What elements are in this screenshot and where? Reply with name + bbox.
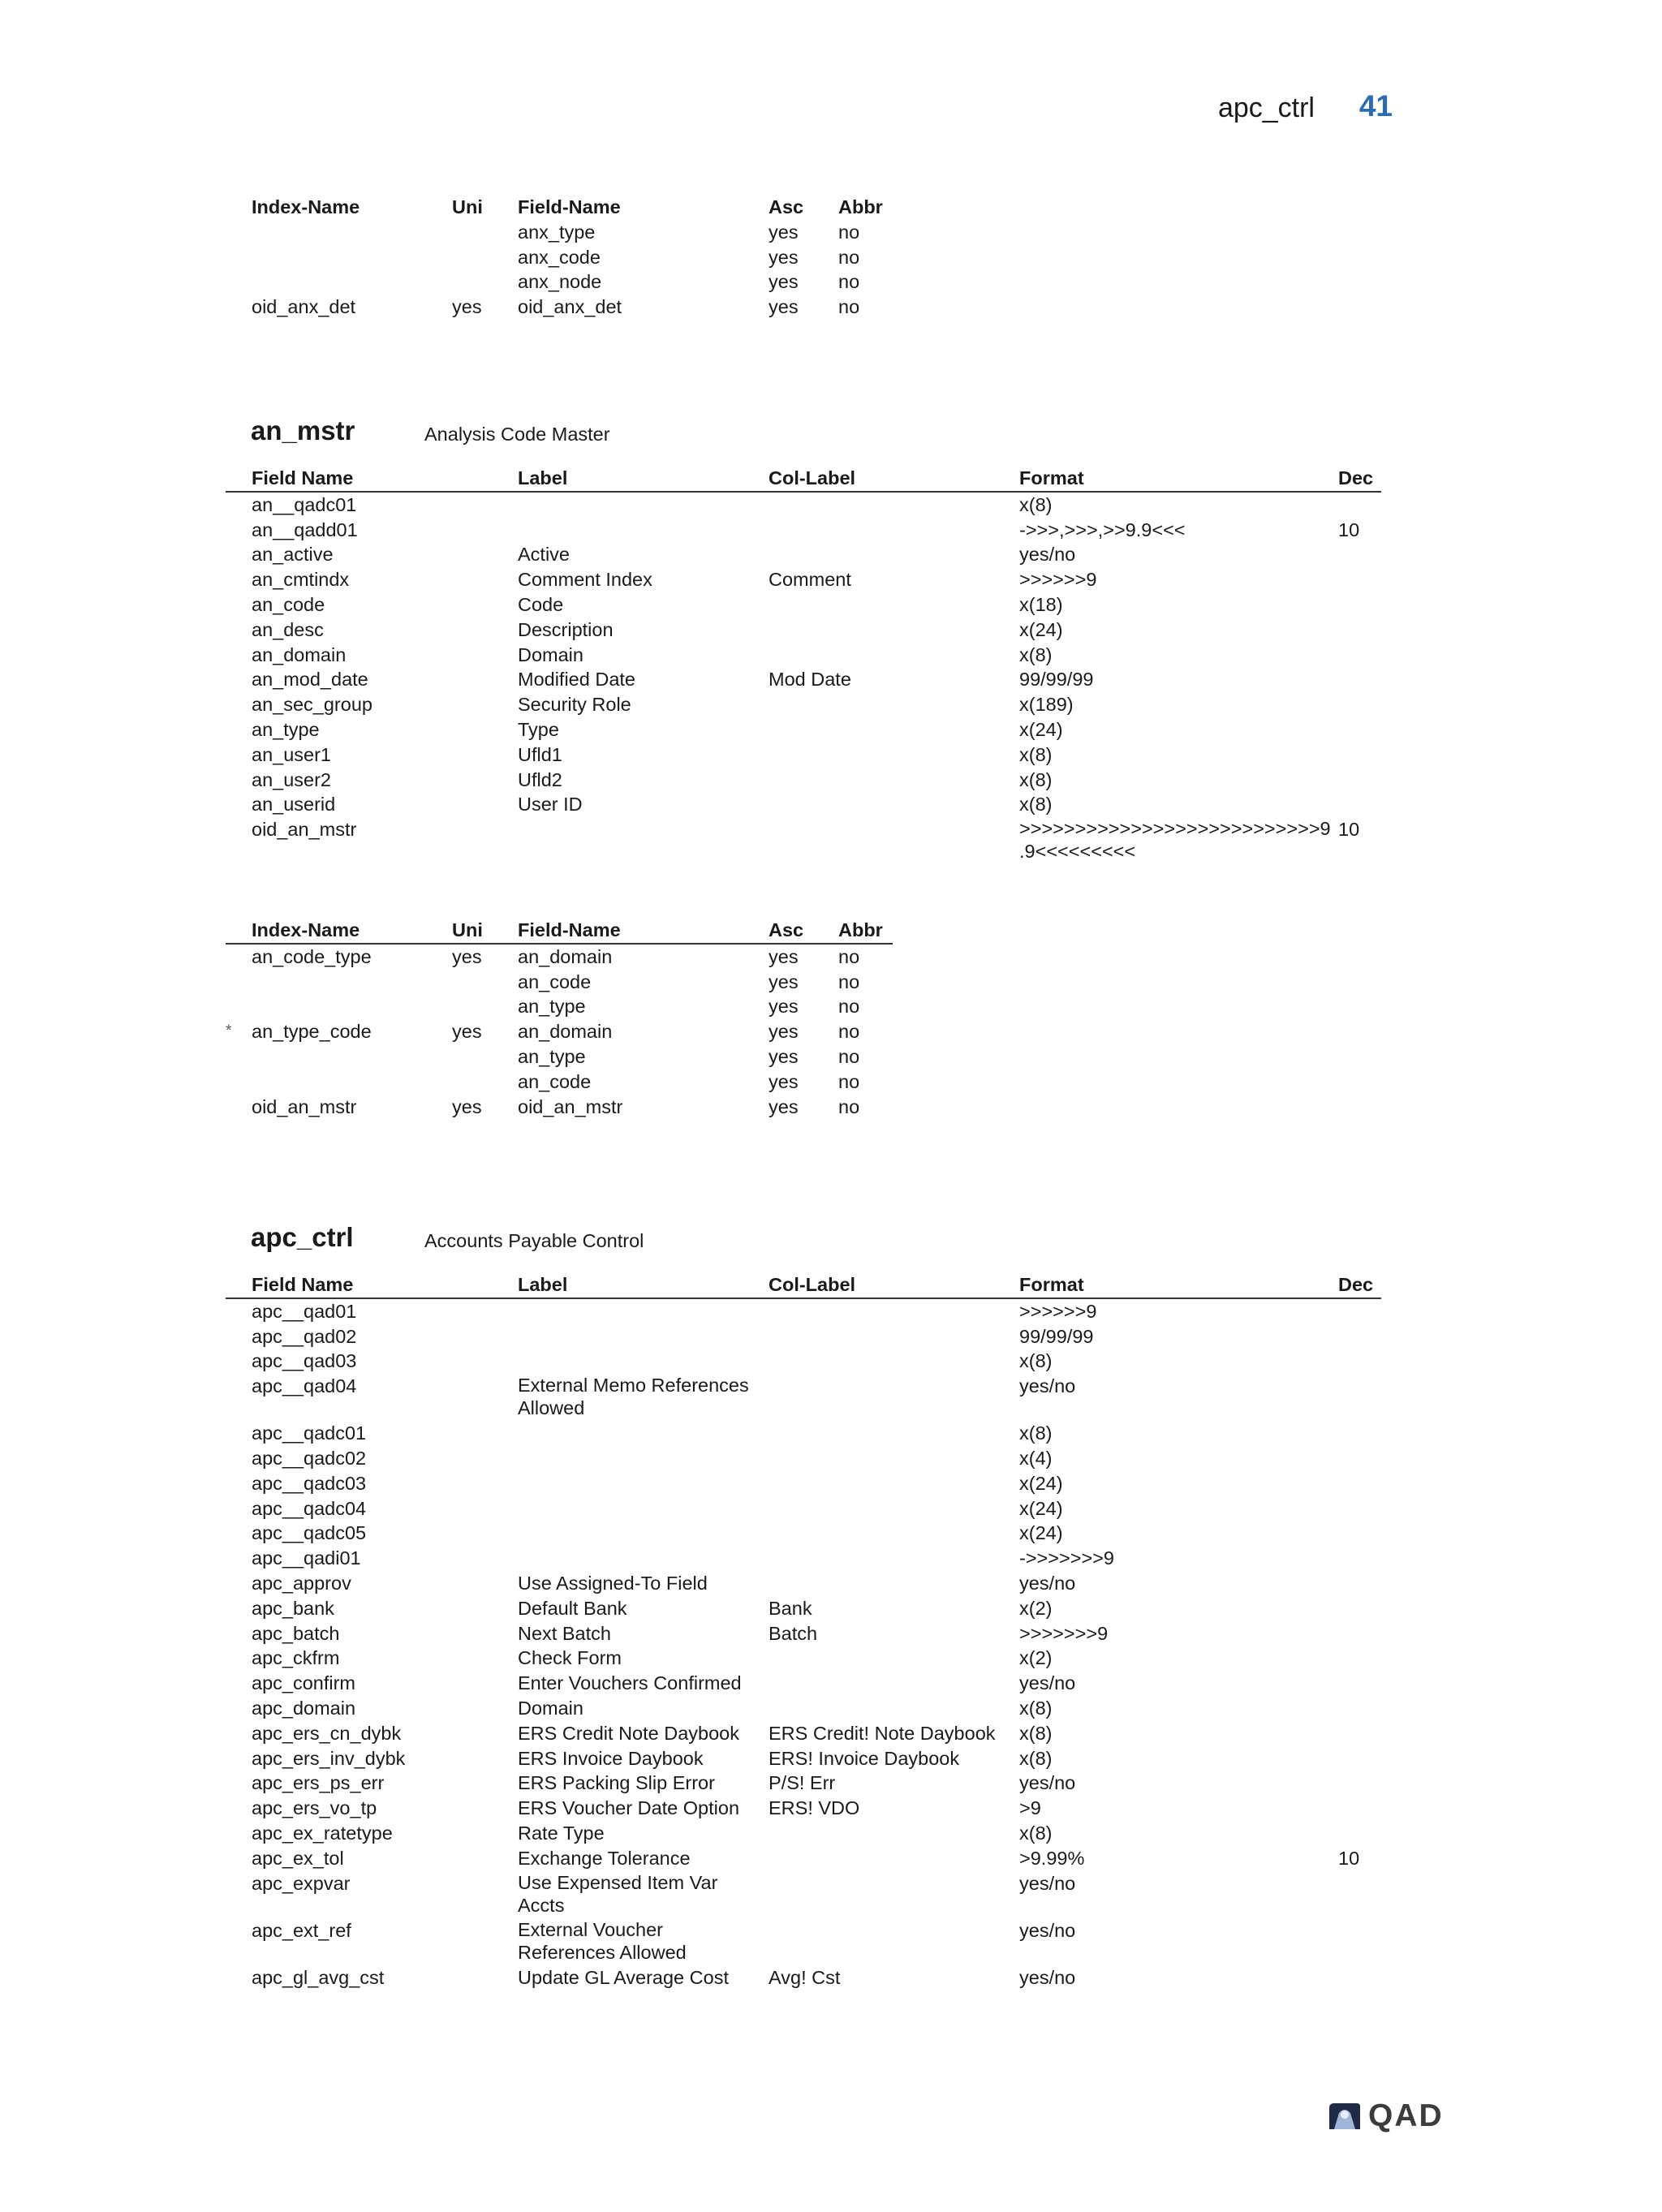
table-row — [226, 1821, 1381, 1846]
table-row — [226, 667, 1381, 692]
cell-asc: yes — [769, 296, 799, 318]
table-row — [226, 1596, 1381, 1621]
cell-uni: yes — [452, 1095, 482, 1117]
cell-label: Next Batch — [518, 1622, 611, 1644]
table-row — [226, 1521, 1381, 1546]
cell-abbr: no — [838, 1070, 860, 1092]
table-row — [226, 970, 893, 995]
cell-field-name: apc_ers_vo_tp — [252, 1797, 377, 1819]
table-row — [252, 220, 885, 245]
cell-uni: yes — [452, 1021, 482, 1043]
cell-field-name: apc_confirm — [252, 1672, 355, 1694]
table-row — [226, 1349, 1381, 1374]
cell-field-name: anx_node — [518, 271, 602, 293]
cell-label: ERS Credit Note Daybook — [518, 1722, 739, 1744]
field-table-apc-ctrl — [226, 1272, 1381, 1990]
cell-abbr: no — [838, 271, 860, 293]
field-table-an-mstr — [226, 466, 1381, 864]
index-table-header — [252, 195, 885, 220]
table-row — [226, 1621, 1381, 1646]
col-uni: Uni — [452, 919, 483, 940]
table-row — [252, 269, 885, 295]
cell-index-name: an_code_type — [252, 945, 372, 967]
cell-format: yes/no — [1019, 1772, 1076, 1794]
table-row — [226, 567, 1381, 592]
cell-label: External Memo References Allowed — [518, 1375, 749, 1419]
cell-field-name: apc_ex_tol — [252, 1847, 344, 1869]
cell-col-label: Batch — [769, 1622, 818, 1644]
cell-format: x(8) — [1019, 743, 1053, 765]
table-row — [226, 1095, 893, 1120]
cell-field-name: apc_ext_ref — [252, 1919, 351, 1941]
cell-format: yes/no — [1019, 1919, 1076, 1941]
cell-format: >>>>>>>>>>>>>>>>>>>>>>>>>>>9 .9<<<<<<<<< — [1019, 818, 1331, 863]
cell-label: Domain — [518, 643, 583, 665]
field-table-header — [226, 1272, 1381, 1299]
cell-field-name: apc__qad04 — [252, 1375, 357, 1397]
cell-field-name: an__qadd01 — [252, 519, 358, 540]
cell-format: 99/99/99 — [1019, 669, 1094, 691]
cell-format: yes/no — [1019, 544, 1076, 566]
table-row — [226, 1546, 1381, 1571]
cell-label: Ufld2 — [518, 768, 562, 790]
cell-format: 99/99/99 — [1019, 1325, 1094, 1347]
cell-asc: yes — [769, 1095, 799, 1117]
col-label: Label — [518, 467, 568, 488]
table-row — [226, 1746, 1381, 1771]
cell-field-name: apc_expvar — [252, 1872, 351, 1894]
table-row — [226, 945, 893, 970]
cell-col-label: ERS Credit! Note Daybook — [769, 1722, 996, 1744]
page-number: 41 — [1358, 89, 1393, 123]
cell-field-name: an_userid — [252, 794, 336, 816]
index-table-header — [226, 918, 893, 945]
col-asc: Asc — [769, 919, 804, 940]
cell-format: x(2) — [1019, 1647, 1053, 1669]
table-row — [226, 1446, 1381, 1471]
cell-field-name: an_domain — [252, 643, 347, 665]
col-format: Format — [1019, 467, 1084, 488]
table-row — [226, 817, 1381, 864]
cell-label: Enter Vouchers Confirmed — [518, 1672, 742, 1694]
cell-abbr: no — [838, 1021, 860, 1043]
cell-field-name: apc__qadi01 — [252, 1547, 361, 1569]
cell-field-name: an_domain — [518, 945, 613, 967]
cell-field-name: apc_ex_ratetype — [252, 1822, 393, 1844]
col-dec: Dec — [1338, 467, 1374, 488]
cell-label: Security Role — [518, 694, 631, 716]
cell-dec: 10 — [1338, 519, 1360, 540]
cell-label: Type — [518, 718, 559, 740]
cell-field-name: an_domain — [518, 1021, 613, 1043]
cell-field-name: an_mod_date — [252, 669, 368, 691]
cell-field-name: apc__qadc02 — [252, 1447, 367, 1469]
cell-asc: yes — [769, 945, 799, 967]
cell-field-name: anx_type — [518, 221, 596, 243]
cell-label: ERS Invoice Daybook — [518, 1747, 704, 1769]
cell-format: x(8) — [1019, 1722, 1053, 1744]
cell-asc: yes — [769, 1070, 799, 1092]
cell-format: >>>>>>9 — [1019, 1300, 1097, 1322]
table-row — [226, 518, 1381, 543]
cell-col-label: P/S! Err — [769, 1772, 836, 1794]
cell-label: External Voucher References Allowed — [518, 1918, 687, 1963]
cell-field-name: apc_batch — [252, 1622, 340, 1644]
cell-abbr: no — [838, 221, 860, 243]
cell-field-name: apc__qadc05 — [252, 1522, 367, 1544]
col-field-name: Field-Name — [518, 196, 621, 217]
cell-field-name: apc__qad01 — [252, 1300, 357, 1322]
table-row — [226, 493, 1381, 518]
table-row — [226, 643, 1381, 668]
cell-label: Active — [518, 544, 570, 566]
cell-format: x(2) — [1019, 1597, 1053, 1619]
cell-format: x(8) — [1019, 794, 1053, 816]
table-row — [226, 618, 1381, 643]
col-label: Label — [518, 1274, 568, 1295]
table-row — [226, 1044, 893, 1069]
cell-label: User ID — [518, 794, 583, 816]
cell-format: x(8) — [1019, 1697, 1053, 1719]
cell-field-name: an_type — [518, 1045, 586, 1067]
cell-label: Rate Type — [518, 1822, 605, 1844]
cell-format: ->>>>>>>9 — [1019, 1547, 1114, 1569]
table-row — [226, 1374, 1381, 1421]
cell-format: x(8) — [1019, 493, 1053, 515]
cell-format: x(8) — [1019, 768, 1053, 790]
cell-label: Use Expensed Item Var Accts — [518, 1871, 718, 1916]
cell-abbr: no — [838, 1045, 860, 1067]
cell-asc: yes — [769, 1021, 799, 1043]
cell-format: yes/no — [1019, 1872, 1076, 1894]
cell-field-name: apc_ers_cn_dybk — [252, 1722, 402, 1744]
cell-format: x(8) — [1019, 1350, 1053, 1372]
table-row — [226, 592, 1381, 618]
cell-format: x(24) — [1019, 1497, 1063, 1519]
cell-field-name: an_code — [518, 970, 592, 992]
col-dec: Dec — [1338, 1274, 1374, 1295]
cell-abbr: no — [838, 1095, 860, 1117]
table-row — [226, 717, 1381, 742]
section-description-apc-ctrl: Accounts Payable Control — [424, 1230, 644, 1251]
cell-field-name: apc_bank — [252, 1597, 334, 1619]
table-row — [226, 1771, 1381, 1796]
table-row — [226, 1965, 1381, 1990]
cell-format: x(18) — [1019, 593, 1063, 615]
cell-label: Default Bank — [518, 1597, 627, 1619]
cell-format: x(8) — [1019, 1747, 1053, 1769]
cell-format: x(189) — [1019, 694, 1074, 716]
qad-logo-icon — [1328, 2102, 1362, 2131]
qad-logo-text: QAD — [1368, 2098, 1444, 2133]
cell-col-label: ERS! VDO — [769, 1797, 860, 1819]
cell-label: Ufld1 — [518, 743, 562, 765]
cell-format: x(24) — [1019, 718, 1063, 740]
table-row — [226, 1471, 1381, 1496]
cell-label: Update GL Average Cost — [518, 1966, 729, 1988]
section-title-apc-ctrl: apc_ctrl — [251, 1222, 354, 1252]
cell-format: x(24) — [1019, 1472, 1063, 1494]
cell-field-name: apc__qadc03 — [252, 1472, 367, 1494]
table-row — [226, 1324, 1381, 1349]
cell-format: ->>>,>>>,>>9.9<<< — [1019, 519, 1186, 540]
table-row — [226, 1571, 1381, 1596]
cell-format: x(8) — [1019, 643, 1053, 665]
cell-field-name: apc__qadc01 — [252, 1422, 367, 1444]
cell-asc: yes — [769, 996, 799, 1018]
cell-field-name: oid_an_mstr — [252, 819, 357, 841]
table-row — [226, 792, 1381, 817]
cell-uni: yes — [452, 296, 482, 318]
cell-format: >9.99% — [1019, 1847, 1085, 1869]
primary-index-marker: * — [226, 1022, 232, 1040]
cell-field-name: an__qadc01 — [252, 493, 357, 515]
cell-abbr: no — [838, 296, 860, 318]
index-table-an-mstr — [226, 918, 893, 1119]
cell-abbr: no — [838, 970, 860, 992]
cell-label: Comment Index — [518, 569, 652, 591]
cell-index-name: an_type_code — [252, 1021, 372, 1043]
col-field-name: Field Name — [252, 467, 354, 488]
cell-dec: 10 — [1338, 819, 1360, 841]
cell-field-name: apc_ers_inv_dybk — [252, 1747, 406, 1769]
col-index-name: Index-Name — [252, 919, 360, 940]
cell-col-label: Mod Date — [769, 669, 851, 691]
col-field-name: Field Name — [252, 1274, 354, 1295]
cell-field-name: an_user1 — [252, 743, 331, 765]
table-row — [226, 742, 1381, 768]
table-row — [226, 1069, 893, 1095]
cell-field-name: apc_approv — [252, 1572, 351, 1594]
table-row — [226, 542, 1381, 567]
col-format: Format — [1019, 1274, 1084, 1295]
cell-uni: yes — [452, 945, 482, 967]
cell-asc: yes — [769, 970, 799, 992]
cell-format: x(4) — [1019, 1447, 1053, 1469]
table-row — [226, 768, 1381, 793]
cell-label: Code — [518, 593, 564, 615]
cell-field-name: an_code — [518, 1070, 592, 1092]
table-row — [226, 1671, 1381, 1696]
cell-field-name: oid_an_mstr — [518, 1095, 623, 1117]
table-row — [226, 1646, 1381, 1671]
cell-field-name: an_type — [518, 996, 586, 1018]
cell-field-name: an_code — [252, 593, 325, 615]
cell-field-name: an_type — [252, 718, 320, 740]
table-row — [226, 1421, 1381, 1446]
qad-logo — [1328, 2098, 1446, 2134]
cell-col-label: Avg! Cst — [769, 1966, 841, 1988]
cell-asc: yes — [769, 1045, 799, 1067]
cell-field-name: apc__qad02 — [252, 1325, 357, 1347]
cell-label: Description — [518, 618, 614, 640]
table-row — [226, 1721, 1381, 1746]
section-title-an-mstr: an_mstr — [251, 415, 355, 445]
cell-format: x(8) — [1019, 1822, 1053, 1844]
cell-field-name: apc__qadc04 — [252, 1497, 367, 1519]
cell-format: yes/no — [1019, 1672, 1076, 1694]
cell-format: x(24) — [1019, 1522, 1063, 1544]
table-row — [226, 1846, 1381, 1871]
col-col-label: Col-Label — [769, 1274, 856, 1295]
cell-field-name: anx_code — [518, 246, 601, 268]
cell-label: Modified Date — [518, 669, 635, 691]
cell-field-name: apc_ers_ps_err — [252, 1772, 385, 1794]
cell-format: >>>>>>>9 — [1019, 1622, 1109, 1644]
table-row — [226, 1871, 1381, 1918]
table-row — [226, 1019, 893, 1044]
cell-label: Check Form — [518, 1647, 622, 1669]
col-abbr: Abbr — [838, 919, 883, 940]
field-table-header — [226, 466, 1381, 493]
cell-asc: yes — [769, 221, 799, 243]
cell-index-name: oid_an_mstr — [252, 1095, 357, 1117]
cell-label: ERS Voucher Date Option — [518, 1797, 740, 1819]
cell-field-name: apc_domain — [252, 1697, 356, 1719]
cell-field-name: an_desc — [252, 618, 324, 640]
section-description-an-mstr: Analysis Code Master — [424, 424, 610, 445]
cell-dec: 10 — [1338, 1847, 1360, 1869]
table-row — [226, 692, 1381, 717]
cell-label: Use Assigned-To Field — [518, 1572, 708, 1594]
cell-field-name: apc__qad03 — [252, 1350, 357, 1372]
cell-field-name: apc_gl_avg_cst — [252, 1966, 385, 1988]
cell-format: yes/no — [1019, 1375, 1076, 1397]
col-abbr: Abbr — [838, 196, 883, 217]
index-table-anx-det — [252, 195, 885, 320]
table-row — [252, 295, 885, 320]
cell-col-label: Bank — [769, 1597, 812, 1619]
page-header-title: apc_ctrl — [1217, 93, 1315, 123]
cell-field-name: oid_anx_det — [518, 296, 622, 318]
cell-format: x(8) — [1019, 1422, 1053, 1444]
col-uni: Uni — [452, 196, 483, 217]
cell-field-name: an_active — [252, 544, 334, 566]
cell-abbr: no — [838, 246, 860, 268]
cell-format: x(24) — [1019, 618, 1063, 640]
table-row — [252, 245, 885, 270]
cell-asc: yes — [769, 271, 799, 293]
cell-field-name: an_user2 — [252, 768, 331, 790]
table-row — [226, 1496, 1381, 1521]
table-row — [226, 1299, 1381, 1324]
cell-label: Exchange Tolerance — [518, 1847, 691, 1869]
table-row — [226, 1696, 1381, 1721]
cell-col-label: ERS! Invoice Daybook — [769, 1747, 960, 1769]
col-index-name: Index-Name — [252, 196, 360, 217]
cell-format: yes/no — [1019, 1572, 1076, 1594]
cell-field-name: an_sec_group — [252, 694, 372, 716]
col-field-name: Field-Name — [518, 919, 621, 940]
cell-format: >>>>>>9 — [1019, 569, 1097, 591]
cell-abbr: no — [838, 945, 860, 967]
page-header — [1136, 89, 1428, 130]
table-row — [226, 1918, 1381, 1965]
col-col-label: Col-Label — [769, 467, 856, 488]
table-row — [226, 1796, 1381, 1821]
cell-index-name: oid_anx_det — [252, 296, 356, 318]
table-row — [226, 994, 893, 1019]
cell-field-name: an_cmtindx — [252, 569, 350, 591]
cell-label: ERS Packing Slip Error — [518, 1772, 715, 1794]
cell-asc: yes — [769, 246, 799, 268]
cell-field-name: apc_ckfrm — [252, 1647, 340, 1669]
cell-format: >9 — [1019, 1797, 1041, 1819]
cell-abbr: no — [838, 996, 860, 1018]
cell-label: Domain — [518, 1697, 583, 1719]
cell-format: yes/no — [1019, 1966, 1076, 1988]
col-asc: Asc — [769, 196, 804, 217]
cell-col-label: Comment — [769, 569, 851, 591]
